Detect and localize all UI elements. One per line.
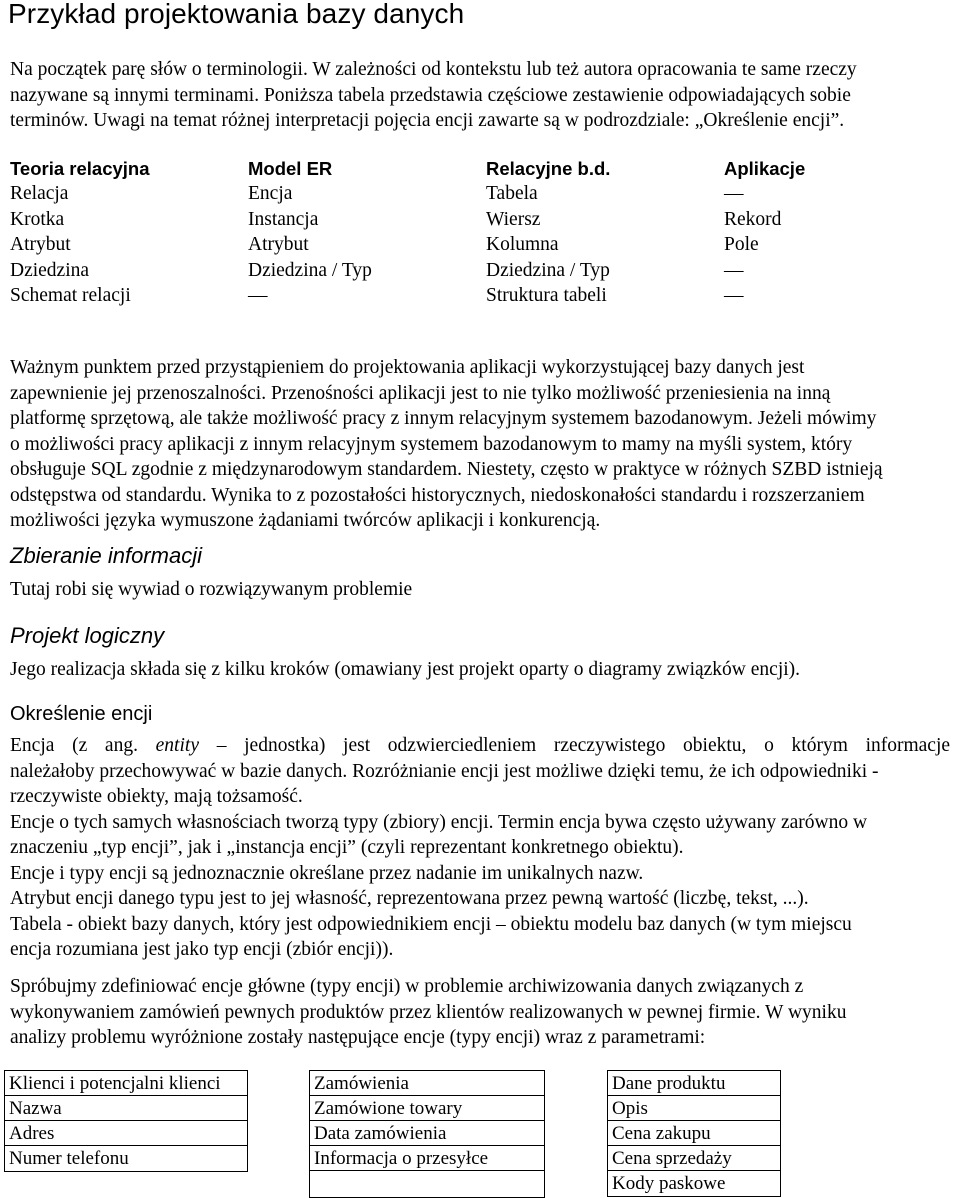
text-line: Tutaj robi się wywiad o rozwiązywanym problemie — [10, 579, 413, 600]
text-line: zapewnienie jej przenoszalności. Przenośności aplikacji jest to nie tylko możliwość przeniesienia na inną — [10, 382, 831, 404]
text-line: nazywane są innymi terminami. Poniższa tabela przedstawia częściowe zestawienie odpowiadających sobie — [10, 84, 851, 106]
table-header: Aplikacje — [724, 157, 806, 179]
text-line: możliwości języka wymuszone żądaniami twórców aplikacji i konkurencją. — [10, 510, 601, 531]
entity-attribute: Zamówione towary — [310, 1096, 544, 1121]
table-cell: — — [248, 285, 268, 307]
entity-name: Dane produktu — [608, 1071, 780, 1096]
table-cell: Encja — [248, 183, 293, 205]
table-header-row — [10, 156, 924, 182]
entity-box-orders — [309, 1070, 545, 1198]
table-cell: Schemat relacji — [10, 285, 131, 307]
table-cell: Relacja — [10, 183, 69, 205]
archive-paragraph — [10, 974, 950, 1051]
logical-paragraph — [10, 657, 950, 683]
table-cell: — — [724, 285, 744, 307]
table-cell: Dziedzina — [10, 259, 90, 281]
page-title: Przykład projektowania bazy danych — [8, 0, 465, 29]
section-heading-entity: Określenie encji — [10, 703, 153, 725]
terminology-table — [10, 156, 924, 309]
text-line: Encje o tych samych własnościach tworzą typy (zbiory) encji. Termin encja bywa często używany zarówno w — [10, 811, 868, 833]
entity-box-clients — [4, 1070, 248, 1172]
entity-attribute: Cena zakupu — [608, 1121, 780, 1146]
table-cell: Struktura tabeli — [486, 285, 607, 307]
entity-paragraph — [10, 733, 950, 963]
text-line: terminów. Uwagi na temat różnej interpretacji pojęcia encji zawarte są w podrozdziale: „Określenie encji”. — [10, 110, 845, 131]
text-line: wykonywaniem zamówień pewnych produktów przez klientów realizowanych w pewnej firmie. W wyniku — [10, 1001, 847, 1023]
text-line: Atrybut encji danego typu jest to jej własność, reprezentowana przez pewną wartość (liczbę, tekst, ...). — [10, 888, 809, 909]
table-header: Model ER — [248, 157, 333, 179]
table-cell: Tabela — [486, 183, 538, 205]
entity-box-products — [607, 1070, 781, 1197]
table-cell: — — [724, 259, 744, 281]
section-heading-gathering: Zbieranie informacji — [10, 543, 202, 568]
text-line: platformę sprzętową, ale także możliwość pracy z innym relacyjnym systemem bazodanowym. Jeżeli mówimy — [10, 408, 877, 429]
table-row — [10, 233, 924, 259]
emphasis-text: entity — [155, 735, 199, 756]
text-line: Na początek parę słów o terminologii. W zależności od kontekstu lub też autora opracowania te same rzeczy — [10, 59, 857, 80]
table-cell: Dziedzina / Typ — [486, 259, 610, 281]
gathering-paragraph — [10, 577, 950, 603]
table-cell: Atrybut — [248, 234, 309, 256]
table-row — [10, 207, 924, 233]
table-cell: Instancja — [248, 208, 319, 230]
text-line: rzeczywiste obiekty, mają tożsamość. — [10, 786, 303, 807]
text-line: Jego realizacja składa się z kilku kroków (omawiany jest projekt oparty o diagramy związków encji). — [10, 659, 801, 680]
text-line: o możliwości pracy aplikacji z innym relacyjnym systemem bazodanowym to mamy na myśli system, który — [10, 433, 853, 455]
text-line: analizy problemu wyróżnione zostały następujące encje (typy encji) wraz z parametrami: — [10, 1027, 706, 1048]
text-line — [10, 733, 950, 759]
entity-name: Zamówienia — [310, 1071, 544, 1096]
text-span: Encja (z ang. — [10, 735, 138, 756]
text-line: encja rozumiana jest jako typ encji (zbiór encji)). — [10, 939, 394, 960]
table-row — [10, 258, 924, 284]
table-row — [10, 284, 924, 310]
entity-attribute: Opis — [608, 1096, 780, 1121]
section-heading-logical: Projekt logiczny — [10, 623, 165, 648]
intro-paragraph — [10, 57, 950, 134]
table-cell: — — [724, 183, 744, 205]
entity-attribute: Nazwa — [5, 1096, 247, 1121]
text-line: obsługuje SQL zgodnie z międzynarodowym standardem. Niestety, często w praktyce w różnych SZBD istnieją — [10, 459, 883, 480]
entity-attribute: Adres — [5, 1121, 247, 1146]
table-cell: Krotka — [10, 208, 65, 230]
entity-attribute: Informacja o przesyłce — [310, 1146, 544, 1171]
text-line: znaczeniu „typ encji”, jak i „instancja encji” (czyli reprezentant konkretnego obiektu). — [10, 837, 684, 858]
entity-name: Klienci i potencjalni klienci — [5, 1071, 247, 1096]
text-line: Tabela - obiekt bazy danych, który jest odpowiednikiem encji – obiektu modelu baz danych (w tym miejscu — [10, 913, 852, 935]
table-header: Teoria relacyjna — [10, 157, 150, 179]
entity-attribute: Numer telefonu — [9, 1148, 129, 1169]
table-cell: Dziedzina / Typ — [248, 259, 372, 281]
table-row — [10, 182, 924, 208]
table-cell: Kolumna — [486, 234, 559, 256]
table-cell: Pole — [724, 234, 759, 256]
portability-paragraph — [10, 355, 950, 534]
text-line: należałoby przechowywać w bazie danych. Rozróżnianie encji jest możliwe dzięki temu, że ich odpowiedniki - — [10, 760, 879, 782]
entity-attribute: Cena sprzedaży — [608, 1146, 780, 1171]
table-header: Relacyjne b.d. — [486, 157, 611, 179]
entity-attribute: Kody paskowe — [612, 1173, 726, 1194]
table-cell: Wiersz — [486, 208, 541, 230]
text-line: odstępstwa od standardu. Wynika to z pozostałości historycznych, niedoskonałości standardu i rozszerzaniem — [10, 484, 865, 506]
table-cell: Atrybut — [10, 234, 71, 256]
table-cell: Rekord — [724, 208, 782, 230]
text-line: Spróbujmy zdefiniować encje główne (typy encji) w problemie archiwizowania danych związanych z — [10, 976, 804, 997]
text-span: – jednostka) jest odzwierciedleniem rzeczywistego obiektu, o którym informacje — [216, 735, 951, 756]
entity-attribute: Data zamówienia — [310, 1121, 544, 1146]
text-line: Ważnym punktem przed przystąpieniem do projektowania aplikacji wykorzystującej bazy danych jest — [10, 357, 805, 378]
text-line: Encje i typy encji są jednoznacznie określane przez nadanie im unikalnych nazw. — [10, 862, 644, 884]
